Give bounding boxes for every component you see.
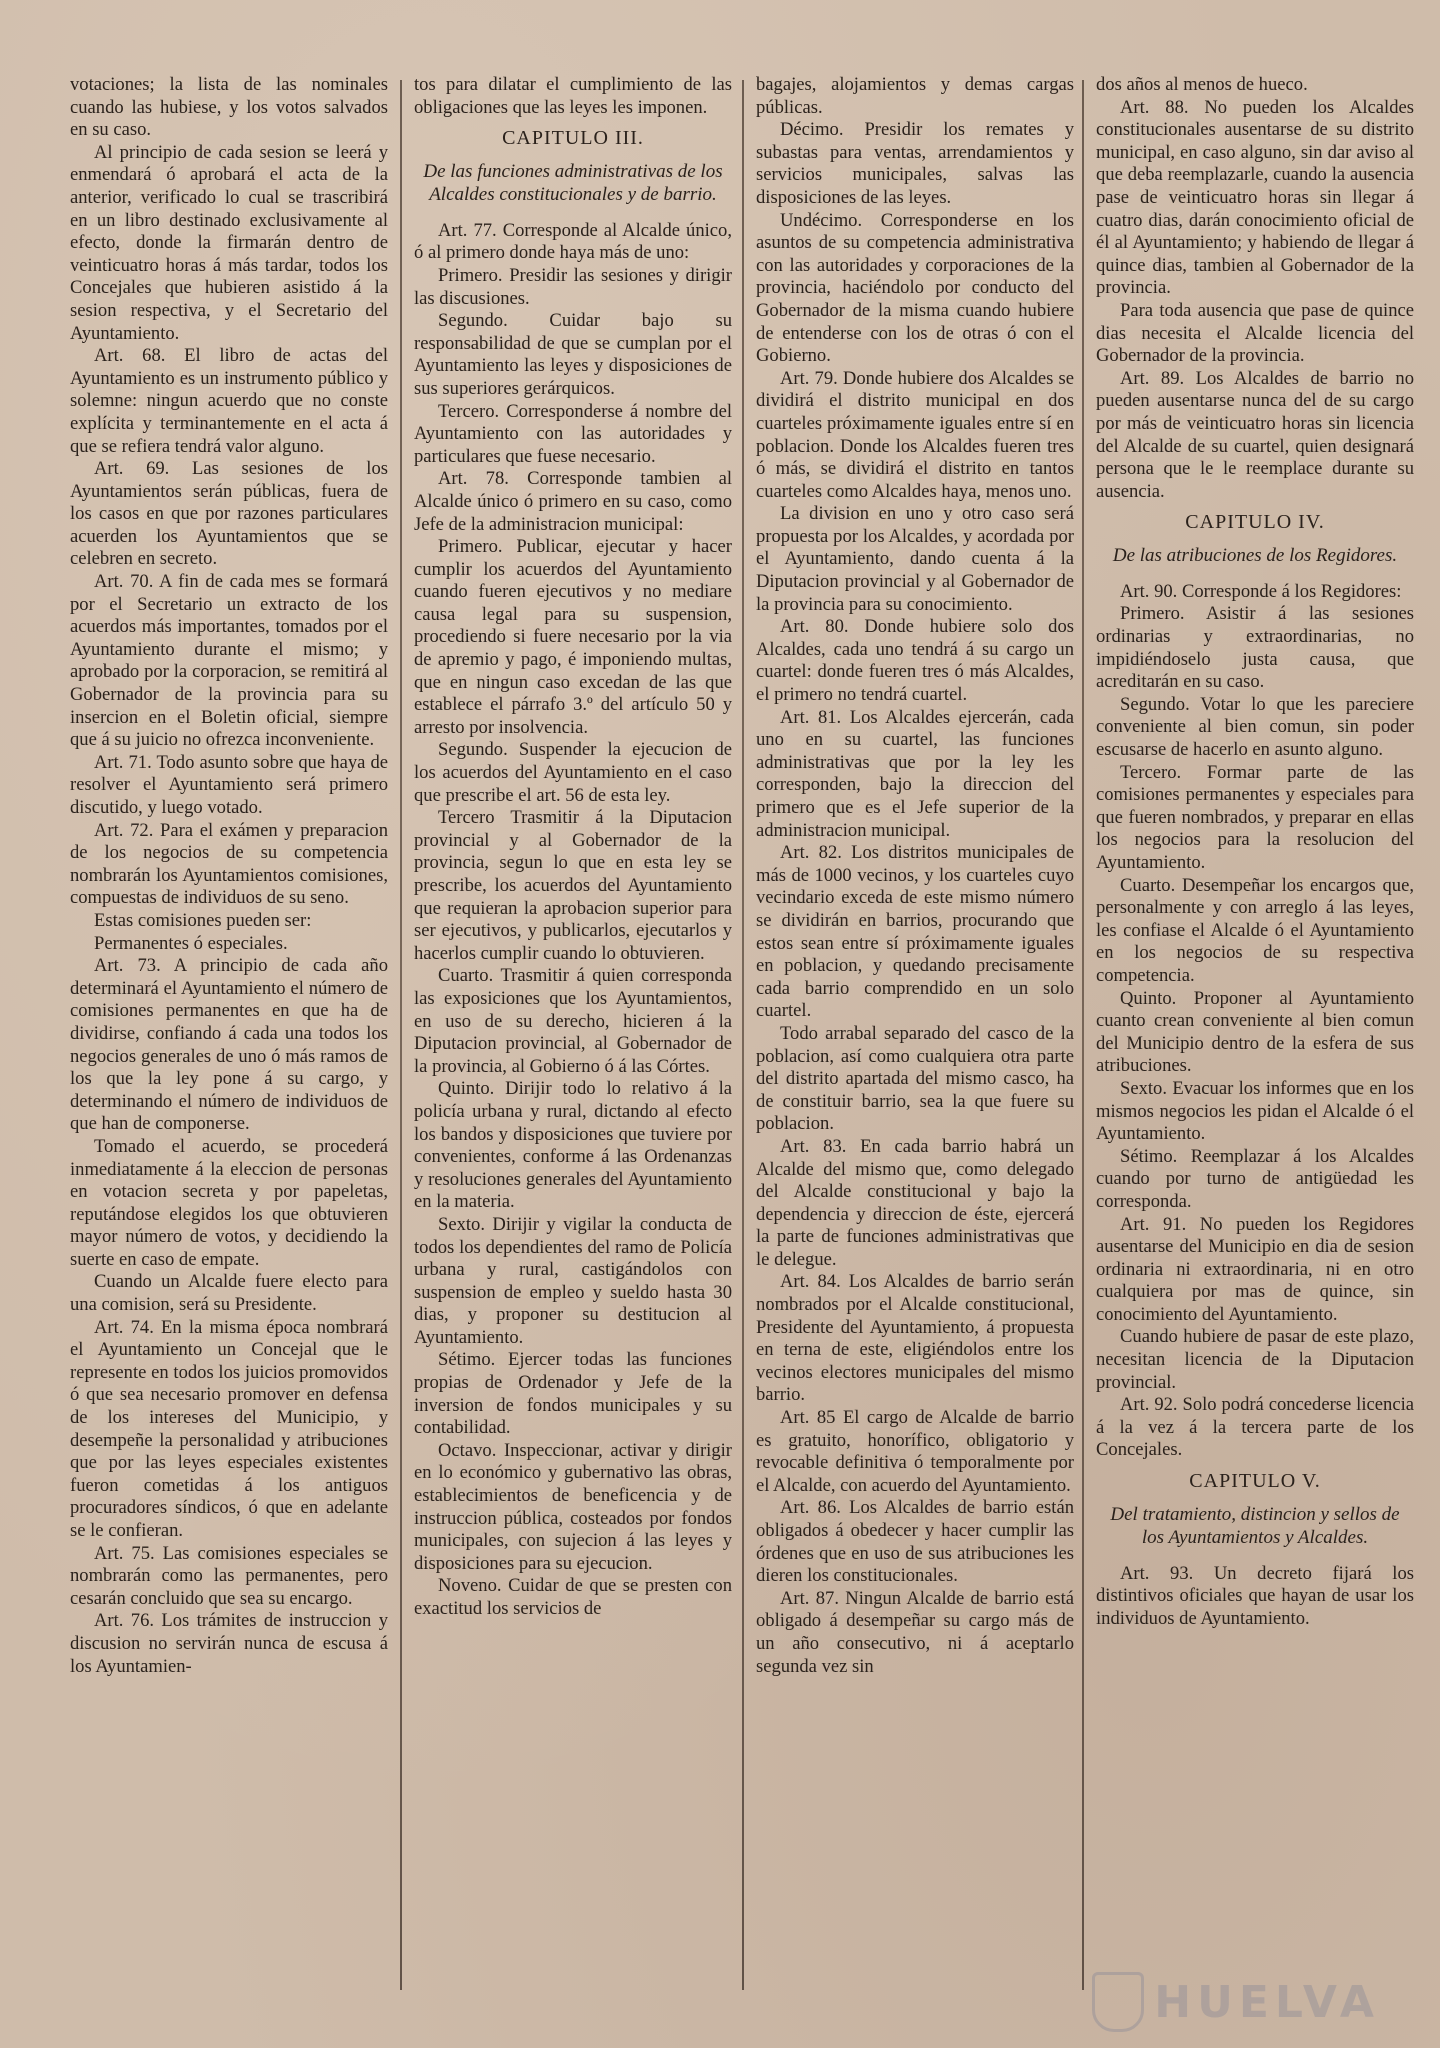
paragraph: Cuarto. Desempeñar los encargos que, personalmente y con arreglo á las leyes, les confiase el Alcalde ó el Ayuntamiento en los negocios de su respectiva competencia. <box>1096 874 1414 986</box>
paragraph: Décimo. Presidir los remates y subastas para ventas, arrendamientos y servicios municipales, salvas las disposiciones de las leyes. <box>756 119 1074 208</box>
paragraph: Art. 88. No pueden los Alcaldes constitucionales ausentarse de su distrito municipal, en caso alguno, sin dar aviso al que deba reemplazarle, cuando la ausencia pase de veinticuatro horas sin llegar á cuatro dias, darán conocimiento oficial de él al Ayuntamiento; y habiendo de llegar á quince dias, tambien al Gobernador de la provincia. <box>1096 96 1414 299</box>
paragraph: Cuando hubiere de pasar de este plazo, necesitan licencia de la Diputacion provincial. <box>1096 1326 1414 1393</box>
paragraph: Art. 83. En cada barrio habrá un Alcalde del mismo que, como delegado del Alcalde constitucional y bajo la dependencia y direccion de éste, ejercerá la parte de funciones administrativas que le delegue. <box>756 1135 1074 1270</box>
chapter-heading: CAPITULO IV. <box>1185 511 1325 534</box>
paragraph: Sexto. Dirijir y vigilar la conducta de todos los dependientes del ramo de Policía urbana y rural, castigándolos con suspension de empleo y sueldo hasta 30 dias, y proponer su destitucion al Ayuntamiento. <box>414 1213 732 1348</box>
paragraph: Cuarto. Trasmitir á quien corresponda las exposiciones que los Ayuntamientos, en uso de su derecho, hicieren á la Diputacion provincial, al Gobernador de la provincia, al Gobierno ó á las Córtes. <box>414 965 732 1077</box>
chapter-heading: CAPITULO V. <box>1189 1470 1321 1493</box>
paragraph: Al principio de cada sesion se leerá y enmendará ó aprobará el acta de la anterior, verificado lo cual se trascribirá en un libro destinado exclusivamente al efecto, donde la firmarán dentro de veinticuatro horas á más tardar, todos los Concejales que hubieren asistido á la sesion respectiva, y el Secretario del Ayuntamiento. <box>70 141 388 344</box>
paragraph: Undécimo. Corresponderse en los asuntos de su competencia administrativa con las autoridades y corporaciones de la provincia, haciéndolo por conducto del Gobernador de la misma cuando hubiere de entenderse con los de otras ó con el Gobierno. <box>756 209 1074 367</box>
paragraph: Art. 73. A principio de cada año determinará el Ayuntamiento el número de comisiones permanentes en que ha de dividirse, confiando á cada una todos los negocios generales de uno ó más ramos de los que la ley pone á su cargo, y determinando el número de individuos de que han de componerse. <box>70 955 388 1135</box>
paragraph: La division en uno y otro caso será propuesta por los Alcaldes, y acordada por el Ayuntamiento, dando cuenta á la Diputacion provincial y al Gobernador de la provincia para su conocimiento. <box>756 503 1074 615</box>
paragraph: Art. 91. No pueden los Regidores ausentarse del Municipio en dia de sesion ordinaria ni extraordinaria, ni en otro cualquiera por mas de quince, sin conocimiento del Ayuntamiento. <box>1096 1213 1414 1325</box>
text-column-1 <box>70 74 388 2014</box>
paragraph: Art. 82. Los distritos municipales de más de 1000 vecinos, y los cuarteles cuyo vecindario exceda de este mismo número se dividirán en barrios, procurando que estos sean entre sí próximamente iguales en poblacion, y quedando precisamente cada barrio comprendido en un solo cuartel. <box>756 842 1074 1022</box>
paragraph: Primero. Publicar, ejecutar y hacer cumplir los acuerdos del Ayuntamiento cuando fueren ejecutivos y no mediare causa legal para su suspension, procediendo si fuere necesario por la via de apremio y pago, é imponiendo multas, que en ningun caso excedan de las que establece el párrafo 3.º del artículo 50 y arresto por insolvencia. <box>414 536 732 738</box>
paragraph: Art. 92. Solo podrá concederse licencia á la vez á la tercera parte de los Concejales. <box>1096 1394 1414 1461</box>
chapter-heading: CAPITULO III. <box>502 127 644 150</box>
paragraph: Permanentes ó especiales. <box>94 932 288 954</box>
paragraph: Sexto. Evacuar los informes que en los mismos negocios les pidan el Alcalde ó el Ayuntamiento. <box>1096 1077 1414 1145</box>
continued-paragraph: dos años al menos de hueco. <box>1096 74 1308 95</box>
paragraph: Tomado el acuerdo, se procederá inmediatamente á la eleccion de personas en votacion secreta y por papeletas, reputándose elegidos los que obtuvieren mayor número de votos, y decidiendo la suerte en caso de empate. <box>70 1135 388 1270</box>
shield-icon <box>1092 1972 1144 2032</box>
paragraph: Art. 74. En la misma época nombrará el Ayuntamiento un Concejal que le represente en todos los juicios promovidos ó que sea necesario promover en defensa de los intereses del Municipio, y desempeñe la personalidad y atribuciones que por las leyes especiales existentes fueron cometidas á los antiguos procuradores síndicos, ó que en adelante se le confieran. <box>70 1316 388 1541</box>
paragraph: Art. 72. Para el exámen y preparacion de los negocios de su competencia nombrarán los Ayuntamientos comisiones, compuestas de individuos de su seno. <box>70 819 388 909</box>
paragraph: Todo arrabal separado del casco de la poblacion, así como cualquiera otra parte del distrito apartada del mismo casco, ha de constituir barrio, sea la que fuere su poblacion. <box>756 1022 1074 1135</box>
continued-paragraph: votaciones; la lista de las nominales cuando las hubiese, y los votos salvados en su caso. <box>70 74 388 141</box>
paragraph: Sétimo. Ejercer todas las funciones propias de Ordenador y Jefe de la inversion de fondos municipales y su contabilidad. <box>414 1349 732 1439</box>
paragraph: Art. 80. Donde hubiere solo dos Alcaldes, cada uno tendrá á su cargo un cuartel: donde fueren tres ó más Alcaldes, el primero no tendrá cuartel. <box>756 616 1074 706</box>
paragraph: Noveno. Cuidar de que se presten con exactitud los servicios de <box>414 1575 732 1619</box>
paragraph: Art. 77. Corresponde al Alcalde único, ó al primero donde haya más de uno: <box>414 219 732 264</box>
chapter-subtitle: De las atribuciones de los Regidores. <box>1112 544 1398 566</box>
paragraph: Art. 76. Los trámites de instruccion y discusion no servirán nunca de escusa á los Ayuntamien- <box>70 1610 388 1677</box>
paragraph: Art. 93. Un decreto fijará los distintivos oficiales que hayan de usar los individuos de Ayuntamiento. <box>1096 1562 1414 1629</box>
continued-paragraph: tos para dilatar el cumplimiento de las obligaciones que las leyes les imponen. <box>414 74 732 118</box>
text-column-3 <box>756 74 1074 2014</box>
text-column-4 <box>1096 74 1414 2014</box>
paragraph: Art. 86. Los Alcaldes de barrio están obligados á obedecer y hacer cumplir las órdenes que en uso de sus atribuciones les dieren los constitucionales. <box>756 1497 1074 1587</box>
paragraph: Art. 78. Corresponde tambien al Alcalde único ó primero en su caso, como Jefe de la administracion municipal: <box>414 468 732 535</box>
chapter-subtitle: Del tratamiento, distincion y sellos de los Ayuntamientos y Alcaldes. <box>1110 1503 1400 1548</box>
paragraph: Quinto. Proponer al Ayuntamiento cuanto crean conveniente al bien comun del Municipio dentro de la esfera de sus atribuciones. <box>1096 987 1414 1077</box>
chapter-subtitle: De las funciones administrativas de los Alcaldes constitucionales y de barrio. <box>423 160 723 205</box>
paragraph: Art. 75. Las comisiones especiales se nombrarán como las permanentes, pero cesarán concluido que sea su encargo. <box>70 1542 388 1609</box>
watermark-text: HUELVA <box>1154 1976 1380 2028</box>
paragraph: Segundo. Suspender la ejecucion de los acuerdos del Ayuntamiento en el caso que prescribe el art. 56 de esta ley. <box>414 739 732 806</box>
paragraph: Cuando un Alcalde fuere electo para una comision, será su Presidente. <box>70 1271 388 1316</box>
column-rule <box>1082 80 1084 1990</box>
paragraph: Quinto. Dirijir todo lo relativo á la policía urbana y rural, dictando al efecto los bandos y disposiciones que tuviere por convenientes, conforme á las Ordenanzas y resoluciones generales del Ayuntamiento en la materia. <box>414 1078 732 1213</box>
paragraph: Octavo. Inspeccionar, activar y dirigir en lo económico y gubernativo las obras, establecimientos de beneficencia y de instruccion pública, costeados por fondos municipales, con sujecion á las leyes y disposiciones para su ejecucion. <box>414 1439 732 1574</box>
paragraph: Segundo. Votar lo que les pareciere conveniente al bien comun, sin poder escusarse de hacerlo en asunto alguno. <box>1096 693 1414 761</box>
paragraph: Art. 85 El cargo de Alcalde de barrio es gratuito, honorífico, obligatorio y revocable definitiva ó temporalmente por el Alcalde, con acuerdo del Ayuntamiento. <box>756 1407 1074 1496</box>
paragraph: Art. 79. Donde hubiere dos Alcaldes se dividirá el distrito municipal en dos cuarteles próximamente iguales entre sí en poblacion. Donde los Alcaldes fueren tres ó más, se dividirá el distrito en tantos cuarteles como Alcaldes haya, menos uno. <box>756 367 1074 502</box>
paragraph: Art. 81. Los Alcaldes ejercerán, cada uno en su cuartel, las funciones administrativas que por la ley les corresponden, bajo la direccion del primero que es el Jefe superior de la administracion municipal. <box>756 706 1074 841</box>
paragraph: Art. 87. Ningun Alcalde de barrio está obligado á desempeñar su cargo más de un año consecutivo, ni á aceptarlo segunda vez sin <box>756 1587 1074 1677</box>
paragraph: Art. 90. Corresponde á los Regidores: <box>1120 580 1402 602</box>
paragraph: Art. 71. Todo asunto sobre que haya de resolver el Ayuntamiento será primero discutido, y luego votado. <box>70 751 388 818</box>
paragraph: Estas comisiones pueden ser: <box>94 909 312 931</box>
paragraph: Art. 84. Los Alcaldes de barrio serán nombrados por el Alcalde constitucional, Presidente del Ayuntamiento, á propuesta en terna de este, eligiéndolos entre los vecinos electores municipales del mismo barrio. <box>756 1271 1074 1406</box>
paragraph: Segundo. Cuidar bajo su responsabilidad de que se cumplan por el Ayuntamiento las leyes y disposiciones de sus superiores gerárquicos. <box>414 310 732 399</box>
paragraph: Primero. Asistir á las sesiones ordinarias y extraordinarias, no impidiéndoselo justa causa, que acreditarán en su caso. <box>1096 603 1414 693</box>
paragraph: Tercero. Corresponderse á nombre del Ayuntamiento con las autoridades y particulares que fuese necesario. <box>414 400 732 467</box>
paragraph: Primero. Presidir las sesiones y dirigir las discusiones. <box>414 264 732 309</box>
continued-paragraph: bagajes, alojamientos y demas cargas públicas. <box>756 74 1074 118</box>
column-rule <box>742 80 744 1990</box>
text-column-2 <box>414 74 732 2014</box>
paragraph: Sétimo. Reemplazar á los Alcaldes cuando por turno de antigüedad les corresponda. <box>1096 1145 1414 1212</box>
paragraph: Art. 89. Los Alcaldes de barrio no pueden ausentarse nunca del de su cargo por más de veinticuatro horas sin licencia del Alcalde de su cuartel, quien designará persona que le le reemplace durante su ausencia. <box>1096 367 1414 502</box>
paragraph: Art. 68. El libro de actas del Ayuntamiento es un instrumento público y solemne: ningun acuerdo que no conste explícita y terminantemente en el acta á que se refiera tendrá valor alguno. <box>70 345 388 457</box>
paragraph: Tercero. Formar parte de las comisiones permanentes y especiales para que fueren nombrados, y preparar en ellas los negocios para la resolucion del Ayuntamiento. <box>1096 761 1414 873</box>
paragraph: Art. 70. A fin de cada mes se formará por el Secretario un extracto de los acuerdos más importantes, tomados por el Ayuntamiento durante el mismo; y aprobado por la corporacion, se remitirá al Gobernador de la provincia para su insercion en el Boletin oficial, siempre que á su juicio no ofrezca inconveniente. <box>70 571 388 751</box>
paragraph: Tercero Trasmitir á la Diputacion provincial y al Gobernador de la provincia, segun lo que en esta ley se prescribe, los acuerdos del Ayuntamiento que requieran la aprobacion superior para ser ejecutivos, y publicarlos, ejecutarlos y hacerlos cumplir cuando lo obtuvieren. <box>414 807 732 964</box>
huelva-watermark <box>1092 1972 1380 2032</box>
column-rule <box>400 80 402 1990</box>
paragraph: Para toda ausencia que pase de quince dias necesita el Alcalde licencia del Gobernador de la provincia. <box>1096 299 1414 367</box>
paragraph: Art. 69. Las sesiones de los Ayuntamientos serán públicas, fuera de los casos en que por razones particulares acuerden los Ayuntamientos que se celebren en secreto. <box>70 458 388 570</box>
